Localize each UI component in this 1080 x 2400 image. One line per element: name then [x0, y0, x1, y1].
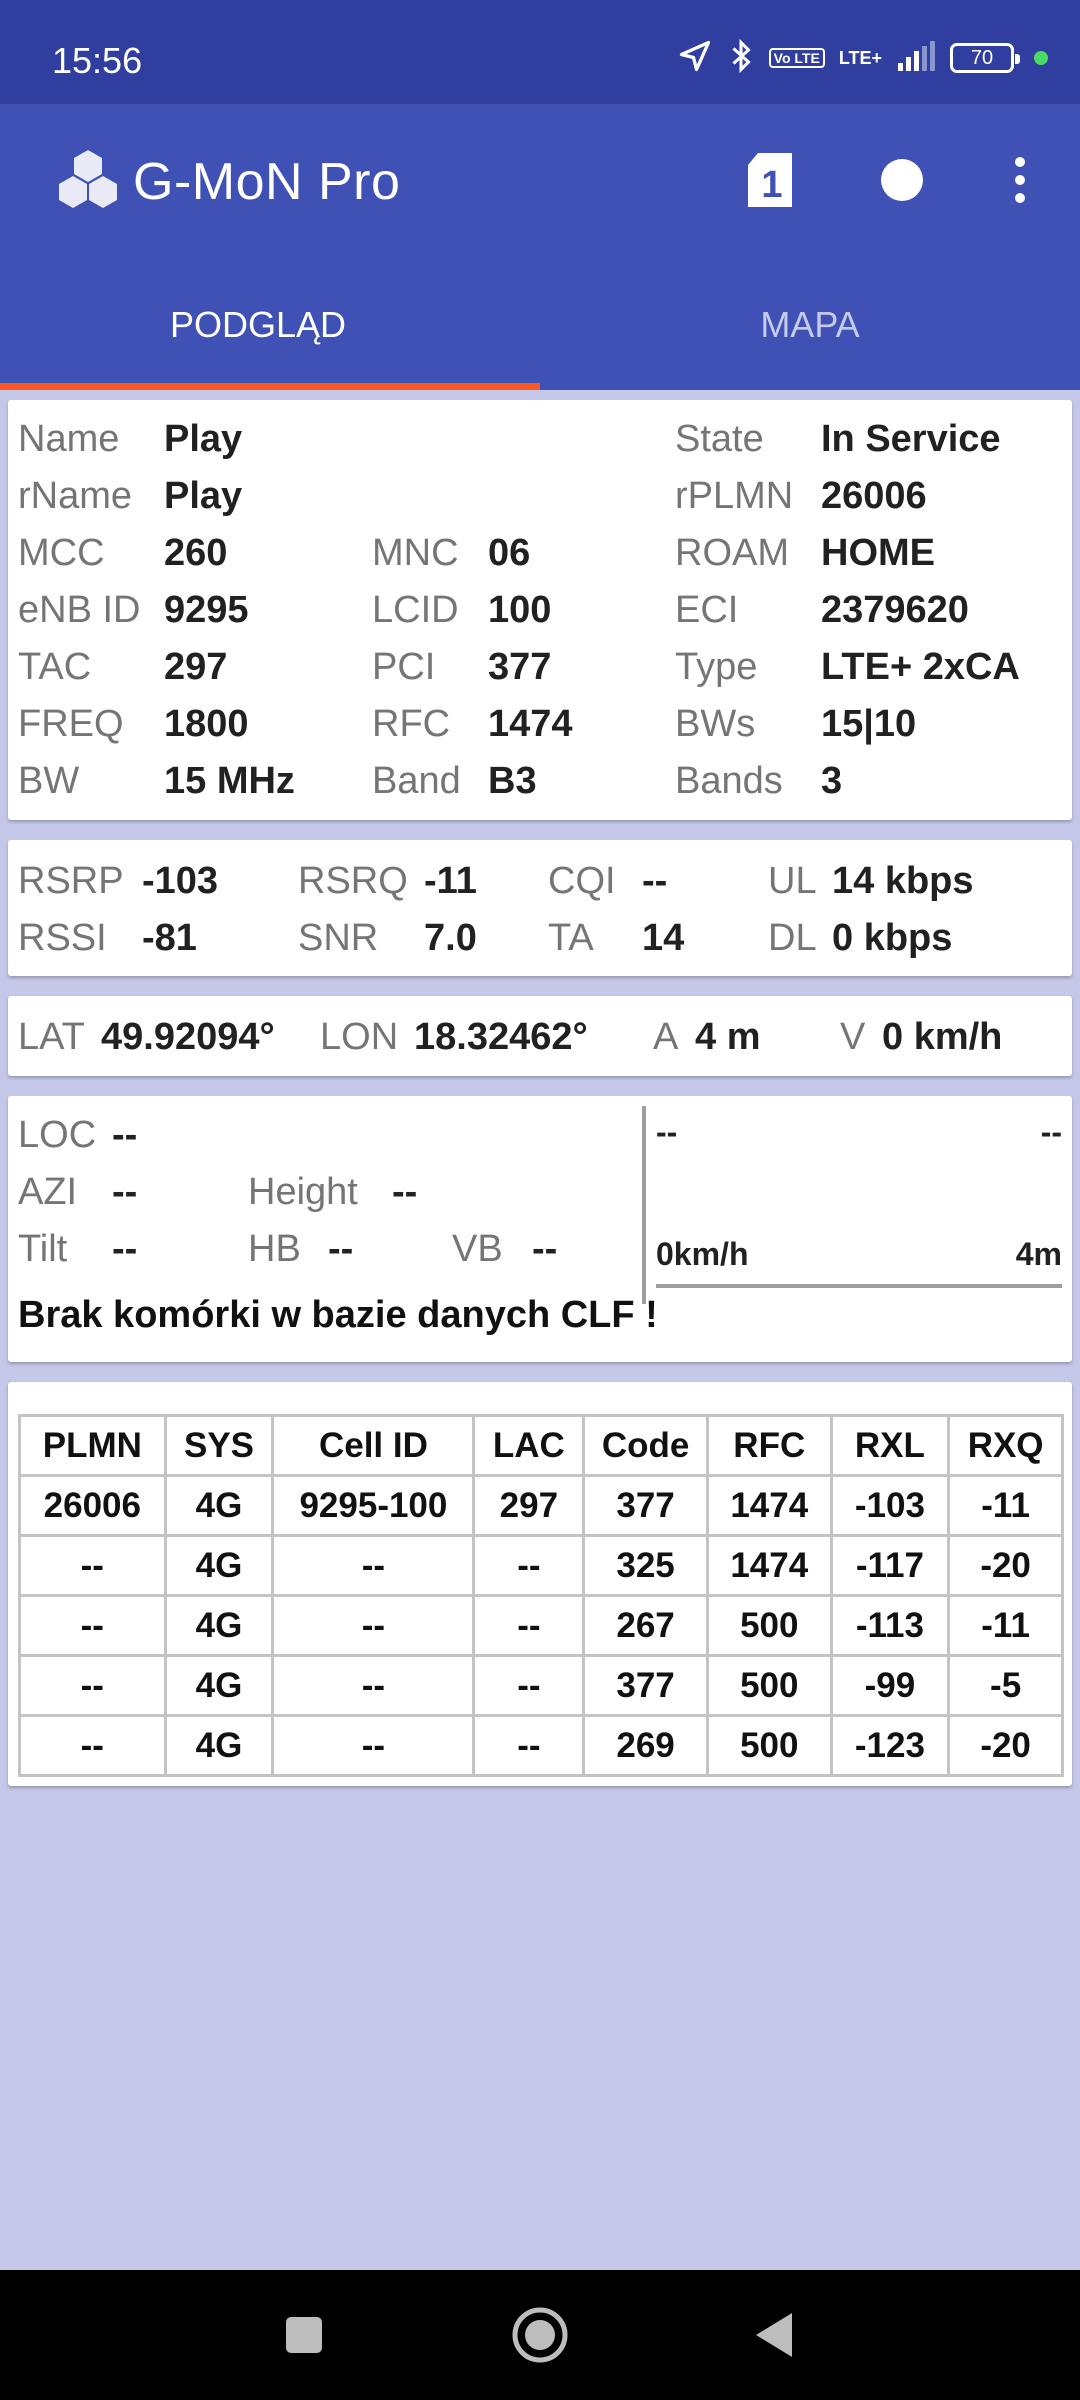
tilt-label: Tilt — [18, 1228, 68, 1270]
type-value: LTE+ 2xCA — [821, 646, 1020, 688]
table-cell: 325 — [584, 1536, 708, 1596]
table-cell: 500 — [707, 1596, 831, 1656]
lat-label: LAT — [18, 1016, 85, 1058]
bws-value: 15|10 — [821, 703, 917, 745]
enb-id-value: 9295 — [164, 589, 249, 631]
table-cell: 377 — [584, 1476, 708, 1536]
table-row — [20, 1596, 1063, 1656]
band-value: B3 — [488, 760, 537, 802]
azi-label: AZI — [18, 1171, 78, 1213]
sim-slot-button[interactable] — [738, 148, 802, 212]
privacy-dot-icon — [1034, 51, 1048, 65]
tac-label: TAC — [18, 646, 92, 688]
rname-label: rName — [18, 475, 133, 517]
app-title: G-MoN Pro — [133, 153, 401, 211]
table-cell: -11 — [949, 1476, 1063, 1536]
table-cell: 269 — [584, 1716, 708, 1776]
column-header: LAC — [474, 1416, 584, 1476]
loc-label: LOC — [18, 1114, 97, 1156]
rname-value: Play — [164, 475, 243, 517]
rplmn-label: rPLMN — [675, 475, 794, 517]
sim-slot-number: 1 — [761, 164, 783, 206]
table-cell: -103 — [831, 1476, 949, 1536]
table-cell: -- — [20, 1716, 166, 1776]
table-cell: -20 — [949, 1536, 1063, 1596]
graph-baseline — [656, 1284, 1062, 1288]
table-row — [20, 1656, 1063, 1716]
overflow-menu-icon[interactable] — [988, 148, 1052, 212]
speed-value: 0 km/h — [882, 1016, 1003, 1058]
pci-label: PCI — [372, 646, 436, 688]
table-cell: 4G — [165, 1476, 273, 1536]
lon-value: 18.32462° — [414, 1016, 588, 1058]
table-cell: -11 — [949, 1596, 1063, 1656]
type-label: Type — [675, 646, 758, 688]
freq-value: 1800 — [164, 703, 249, 745]
table-cell: 4G — [165, 1716, 273, 1776]
table-cell: -- — [20, 1596, 166, 1656]
cqi-value: -- — [642, 860, 668, 902]
column-header: RXQ — [949, 1416, 1063, 1476]
cqi-label: CQI — [548, 860, 616, 902]
state-label: State — [675, 418, 764, 460]
snr-label: SNR — [298, 917, 379, 959]
loc-value: -- — [112, 1114, 138, 1156]
azi-value: -- — [112, 1171, 138, 1213]
column-header: Code — [584, 1416, 708, 1476]
location-arrow-icon — [677, 38, 713, 79]
rsrp-label: RSRP — [18, 860, 124, 902]
name-value: Play — [164, 418, 243, 460]
table-row — [20, 1476, 1063, 1536]
lcid-label: LCID — [372, 589, 459, 631]
table-cell: -123 — [831, 1716, 949, 1776]
table-cell: -113 — [831, 1596, 949, 1656]
tab-podglad[interactable]: PODGLĄD — [169, 304, 347, 345]
name-label: Name — [18, 418, 120, 460]
graph-accuracy-value: 4m — [1015, 1236, 1062, 1272]
bws-label: BWs — [675, 703, 756, 745]
column-header: PLMN — [20, 1416, 166, 1476]
bands-value: 3 — [821, 760, 843, 802]
table-cell: 377 — [584, 1656, 708, 1716]
speed-label: V — [840, 1016, 866, 1058]
column-header: RFC — [707, 1416, 831, 1476]
accuracy-value: 4 m — [695, 1016, 761, 1058]
bluetooth-icon — [727, 38, 755, 79]
table-row — [20, 1716, 1063, 1776]
tilt-value: -- — [112, 1228, 138, 1270]
rfc-value: 1474 — [488, 703, 573, 745]
app-logo-icon — [52, 146, 124, 218]
bw-value: 15 MHz — [164, 760, 295, 802]
status-icons — [677, 38, 1048, 78]
table-cell: 267 — [584, 1596, 708, 1656]
table-cell: -- — [273, 1536, 474, 1596]
dl-value: 0 kbps — [832, 917, 953, 959]
ta-value: 14 — [642, 917, 685, 959]
status-bar — [0, 0, 1080, 104]
network-type-label: LTE+ — [838, 48, 882, 68]
rsrq-label: RSRQ — [298, 860, 408, 902]
table-cell: 4G — [165, 1596, 273, 1656]
table-row — [20, 1536, 1063, 1596]
column-header: RXL — [831, 1416, 949, 1476]
hb-label: HB — [248, 1228, 301, 1270]
mcc-label: MCC — [18, 532, 105, 574]
table-cell: -- — [20, 1656, 166, 1716]
band-label: Band — [372, 760, 461, 802]
mcc-value: 260 — [164, 532, 228, 574]
table-cell: 500 — [707, 1656, 831, 1716]
navigation-bar — [0, 2270, 1080, 2400]
table-cell: -- — [474, 1596, 584, 1656]
table-cell: -117 — [831, 1536, 949, 1596]
bw-label: BW — [18, 760, 80, 802]
table-cell: 26006 — [20, 1476, 166, 1536]
dl-label: DL — [768, 917, 817, 959]
rssi-value: -81 — [142, 917, 197, 959]
table-cell: 1474 — [707, 1536, 831, 1596]
freq-label: FREQ — [18, 703, 124, 745]
record-button[interactable] — [870, 148, 934, 212]
column-header: Cell ID — [273, 1416, 474, 1476]
table-cell: 9295-100 — [273, 1476, 474, 1536]
vb-value: -- — [532, 1228, 558, 1270]
pci-value: 377 — [488, 646, 552, 688]
height-value: -- — [392, 1171, 418, 1213]
graph-speed-value: 0km/h — [656, 1236, 749, 1272]
cell-database-card — [8, 1096, 1072, 1362]
ta-label: TA — [548, 917, 594, 959]
cell-not-found-message: Brak komórki w bazie danych CLF ! — [18, 1294, 658, 1336]
tab-mapa[interactable]: MAPA — [760, 304, 860, 345]
app-bar — [0, 104, 1080, 260]
roam-value: HOME — [821, 532, 935, 574]
height-label: Height — [248, 1171, 358, 1213]
rsrp-value: -103 — [142, 860, 219, 902]
rssi-label: RSSI — [18, 917, 107, 959]
lat-value: 49.92094° — [101, 1016, 275, 1058]
serving-cell-card — [8, 400, 1072, 820]
enb-id-label: eNB ID — [18, 589, 141, 631]
table-cell: -- — [20, 1536, 166, 1596]
table-cell: -20 — [949, 1716, 1063, 1776]
home-button[interactable] — [500, 2295, 580, 2375]
table-cell: -5 — [949, 1656, 1063, 1716]
ul-value: 14 kbps — [832, 860, 974, 902]
eci-label: ECI — [675, 589, 739, 631]
signal-card — [8, 840, 1072, 976]
lcid-value: 100 — [488, 589, 552, 631]
mnc-value: 06 — [488, 532, 531, 574]
table-cell: -- — [474, 1716, 584, 1776]
rplmn-value: 26006 — [821, 475, 927, 517]
status-time: 15:56 — [52, 40, 143, 81]
column-header: SYS — [165, 1416, 273, 1476]
tab-bar — [0, 260, 1080, 390]
neighbor-cells-table — [18, 1414, 1064, 1777]
table-cell: -- — [273, 1716, 474, 1776]
table-cell: 4G — [165, 1656, 273, 1716]
ul-label: UL — [768, 860, 817, 902]
vb-label: VB — [452, 1228, 503, 1270]
table-cell: -99 — [831, 1656, 949, 1716]
tab-indicator — [0, 383, 540, 390]
rfc-label: RFC — [372, 703, 451, 745]
table-cell: -- — [273, 1656, 474, 1716]
neighbor-cells-card — [8, 1382, 1072, 1786]
rsrq-value: -11 — [424, 860, 477, 902]
table-cell: 1474 — [707, 1476, 831, 1536]
table-header-row — [20, 1416, 1063, 1476]
panel-divider — [642, 1106, 646, 1304]
roam-label: ROAM — [675, 532, 789, 574]
graph-top-left-value: -- — [656, 1114, 678, 1150]
table-cell: 4G — [165, 1536, 273, 1596]
bands-label: Bands — [675, 760, 783, 802]
graph-top-right-value: -- — [1040, 1114, 1062, 1150]
mnc-label: MNC — [372, 532, 459, 574]
signal-bars-icon — [896, 41, 936, 76]
accuracy-label: A — [653, 1016, 679, 1058]
back-button[interactable] — [734, 2295, 814, 2375]
table-cell: 500 — [707, 1716, 831, 1776]
location-card — [8, 996, 1072, 1076]
battery-icon: 70 — [950, 43, 1014, 73]
table-cell: 297 — [474, 1476, 584, 1536]
state-value: In Service — [821, 418, 1001, 460]
snr-value: 7.0 — [424, 917, 477, 959]
recents-button[interactable] — [264, 2295, 344, 2375]
hb-value: -- — [328, 1228, 354, 1270]
table-cell: -- — [474, 1656, 584, 1716]
lon-label: LON — [320, 1016, 399, 1058]
tac-value: 297 — [164, 646, 228, 688]
eci-value: 2379620 — [821, 589, 969, 631]
volte-icon: Vo LTE — [769, 48, 825, 68]
table-cell: -- — [273, 1596, 474, 1656]
table-cell: -- — [474, 1536, 584, 1596]
